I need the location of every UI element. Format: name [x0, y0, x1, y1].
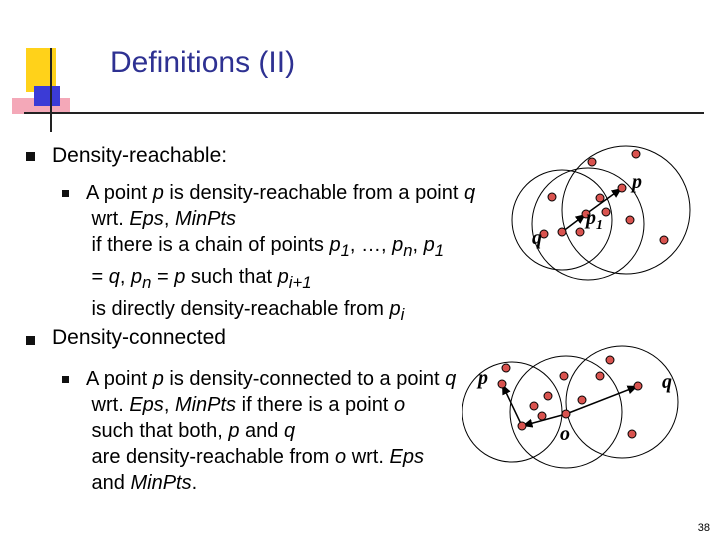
- data-point: [632, 150, 640, 158]
- data-point: [596, 372, 604, 380]
- data-point: [602, 208, 610, 216]
- density-reachable-diagram: [490, 132, 720, 322]
- data-point: [628, 430, 636, 438]
- data-point: [548, 193, 556, 201]
- data-point: [606, 356, 614, 364]
- label-q: q: [662, 371, 672, 393]
- data-point: [560, 372, 568, 380]
- sub-bullet-square: [62, 376, 69, 383]
- point-q: [558, 228, 566, 236]
- data-point: [578, 396, 586, 404]
- point-p: [498, 380, 506, 388]
- bullet-square: [26, 336, 35, 345]
- bullet-square: [26, 152, 35, 161]
- page-number: 38: [697, 522, 710, 534]
- chain-arrow: [566, 386, 638, 414]
- label-p: p: [632, 171, 642, 193]
- label-p: p: [478, 367, 488, 389]
- label-p1: $p_1$: [586, 207, 603, 233]
- definition-density-reachable: A point p is density-reachable from a point q wrt. Eps, MinPts if there is a chain of points $p_1$, …, $p_n$, $p_1 = q$, $p_n = p$ such that $p_{i+1}$ is directly density-reachable from $p_i$: [86, 182, 476, 324]
- decor-blue-square: [34, 86, 60, 106]
- eps-circle: [562, 146, 690, 274]
- data-point: [576, 228, 584, 236]
- data-point: [626, 216, 634, 224]
- data-point: [530, 402, 538, 410]
- sub-bullet-square: [62, 190, 69, 197]
- data-point: [518, 422, 526, 430]
- point-q: [634, 382, 642, 390]
- data-point: [588, 158, 596, 166]
- decor-horizontal-line: [24, 112, 704, 114]
- data-point: [502, 364, 510, 372]
- eps-circle: [462, 362, 562, 462]
- point-o: [562, 410, 570, 418]
- chain-arrow: [502, 384, 522, 426]
- decor-vertical-line: [50, 48, 52, 132]
- data-point: [538, 412, 546, 420]
- label-q: q: [532, 227, 542, 249]
- data-point: [596, 194, 604, 202]
- definition-density-connected: A point p is density-connected to a point q wrt. Eps, MinPts if there is a point o such that both, p and q are density-reachable from o wrt. Eps and MinPts.: [86, 368, 457, 494]
- point-p: [618, 184, 626, 192]
- bullet-heading-density-reachable: Density-reachable:: [52, 144, 228, 167]
- slide-title: Definitions (II): [110, 46, 296, 79]
- data-point: [660, 236, 668, 244]
- density-connected-diagram: [462, 340, 712, 500]
- bullet-heading-density-connected: Density-connected: [52, 326, 226, 349]
- data-point: [544, 392, 552, 400]
- label-o: o: [560, 423, 570, 445]
